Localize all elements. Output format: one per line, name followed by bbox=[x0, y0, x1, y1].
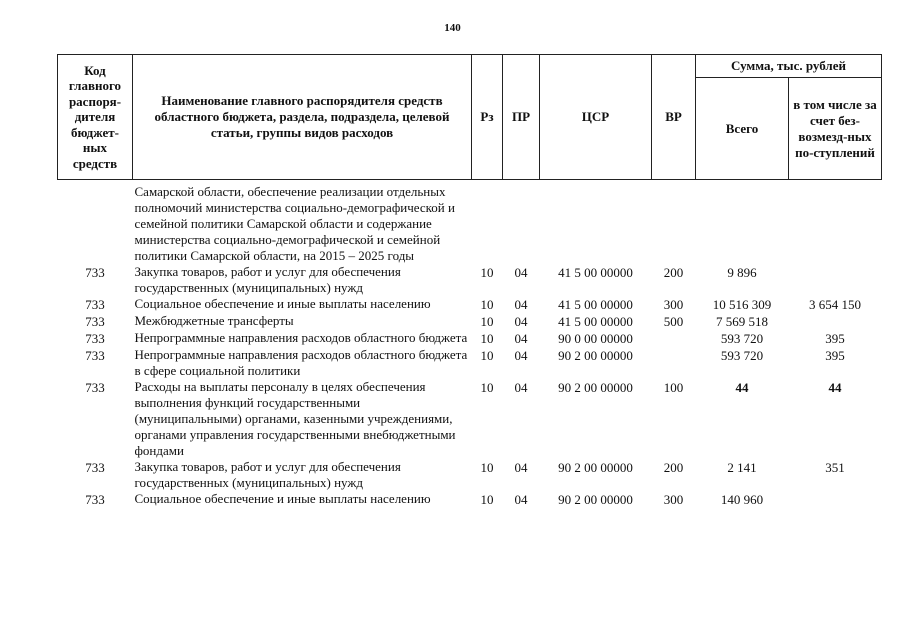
cell-vr: 500 bbox=[663, 314, 684, 329]
cell-total: 44 bbox=[735, 380, 749, 395]
header-gratis: в том числе за счет без-возмезд-ных по-ступлений bbox=[789, 78, 882, 180]
cell-pr: 04 bbox=[514, 297, 528, 312]
cell-name: Непрограммные направления расходов областного бюджета bbox=[134, 330, 468, 345]
cell-csr: 41 5 00 00000 bbox=[558, 297, 633, 312]
cell-code: 733 bbox=[85, 348, 105, 363]
continuation-code-cell bbox=[58, 184, 133, 264]
cell-code: 733 bbox=[85, 265, 105, 280]
cell-vr: 200 bbox=[663, 460, 684, 475]
table-body bbox=[58, 180, 882, 509]
table-row bbox=[58, 296, 882, 313]
cell-name: Межбюджетные трансферты bbox=[134, 313, 294, 328]
header-name: Наименование главного распорядителя средств областного бюджета, раздела, подраздела, целевой статьи, группы видов расходов bbox=[133, 55, 472, 180]
cell-code: 733 bbox=[85, 331, 105, 346]
cell-rz: 10 bbox=[480, 492, 494, 507]
cell-pr: 04 bbox=[514, 380, 528, 395]
cell-gratis: 3 654 150 bbox=[809, 297, 861, 312]
cell-pr: 04 bbox=[514, 265, 528, 280]
cell-vr: 300 bbox=[663, 297, 684, 312]
cell-gratis: 44 bbox=[828, 380, 842, 395]
cell-gratis bbox=[789, 491, 882, 508]
cell-name: Социальное обеспечение и иные выплаты населению bbox=[134, 296, 431, 311]
cell-name: Непрограммные направления расходов областного бюджета в сфере социальной политики bbox=[134, 347, 468, 378]
cell-pr: 04 bbox=[514, 492, 528, 507]
cell-name: Расходы на выплаты персоналу в целях обеспечения выполнения функций государственными (муниципальными) органами, казенными учреждениями, органами управления государственными внебюджетными фондами bbox=[134, 379, 456, 458]
cell-code: 733 bbox=[85, 380, 105, 395]
header-total: Всего bbox=[696, 78, 789, 180]
cell-code: 733 bbox=[85, 297, 105, 312]
cell-pr: 04 bbox=[514, 348, 528, 363]
table-row bbox=[58, 330, 882, 347]
cell-rz: 10 bbox=[480, 348, 494, 363]
cell-pr: 04 bbox=[514, 331, 528, 346]
cell-total: 140 960 bbox=[720, 492, 764, 507]
cell-rz: 10 bbox=[480, 380, 494, 395]
cell-rz: 10 bbox=[480, 297, 494, 312]
cell-total: 593 720 bbox=[720, 348, 764, 363]
cell-rz: 10 bbox=[480, 314, 494, 329]
cell-gratis: 351 bbox=[825, 460, 845, 475]
cell-csr: 90 2 00 00000 bbox=[558, 348, 633, 363]
cell-vr bbox=[652, 330, 696, 347]
cell-total: 7 569 518 bbox=[716, 314, 768, 329]
page-number: 140 bbox=[444, 22, 461, 34]
cell-total: 10 516 309 bbox=[712, 297, 772, 312]
table-row bbox=[58, 264, 882, 296]
header-vr: ВР bbox=[652, 55, 696, 180]
cell-csr: 90 2 00 00000 bbox=[558, 380, 633, 395]
cell-vr: 300 bbox=[663, 492, 684, 507]
cell-total: 2 141 bbox=[727, 460, 757, 475]
header-code: Код главного распоря-дителя бюджет-ных средств bbox=[58, 55, 133, 180]
cell-vr: 200 bbox=[663, 265, 684, 280]
cell-gratis: 395 bbox=[825, 331, 845, 346]
cell-csr: 41 5 00 00000 bbox=[558, 314, 633, 329]
table-row bbox=[58, 379, 882, 459]
cell-csr: 90 2 00 00000 bbox=[558, 492, 633, 507]
table-row bbox=[58, 491, 882, 508]
table-row bbox=[58, 459, 882, 491]
cell-name: Социальное обеспечение и иные выплаты населению bbox=[134, 491, 431, 506]
cell-total: 9 896 bbox=[727, 265, 757, 280]
budget-table bbox=[57, 54, 882, 508]
cell-code: 733 bbox=[85, 314, 105, 329]
cell-rz: 10 bbox=[480, 331, 494, 346]
cell-csr: 41 5 00 00000 bbox=[558, 265, 633, 280]
header-csr: ЦСР bbox=[540, 55, 652, 180]
cell-code: 733 bbox=[85, 460, 105, 475]
cell-csr: 90 0 00 00000 bbox=[558, 331, 633, 346]
table-row bbox=[58, 313, 882, 330]
header-row-1 bbox=[58, 55, 882, 78]
cell-gratis bbox=[789, 264, 882, 296]
cell-vr: 100 bbox=[663, 380, 684, 395]
continuation-row bbox=[58, 184, 882, 264]
cell-rz: 10 bbox=[480, 460, 494, 475]
cell-code: 733 bbox=[85, 492, 105, 507]
continuation-empty-cell bbox=[472, 184, 882, 264]
cell-name: Закупка товаров, работ и услуг для обеспечения государственных (муниципальных) нужд bbox=[134, 459, 401, 490]
continuation-name-cell: Самарской области, обеспечение реализации отдельных полномочий министерства социально-демографической и семейной политики Самарской области и содержание министерства социально-демографической и семейной политики Самарской области, на 2015 – 2025 годы bbox=[134, 184, 455, 263]
cell-rz: 10 bbox=[480, 265, 494, 280]
cell-vr bbox=[652, 347, 696, 379]
header-rz: Рз bbox=[472, 55, 503, 180]
cell-gratis: 395 bbox=[825, 348, 845, 363]
header-pr: ПР bbox=[503, 55, 540, 180]
cell-csr: 90 2 00 00000 bbox=[558, 460, 633, 475]
cell-name: Закупка товаров, работ и услуг для обеспечения государственных (муниципальных) нужд bbox=[134, 264, 401, 295]
cell-gratis bbox=[789, 313, 882, 330]
cell-pr: 04 bbox=[514, 460, 528, 475]
table-row bbox=[58, 347, 882, 379]
header-sum-group: Сумма, тыс. рублей bbox=[696, 55, 882, 78]
cell-total: 593 720 bbox=[720, 331, 764, 346]
cell-pr: 04 bbox=[514, 314, 528, 329]
